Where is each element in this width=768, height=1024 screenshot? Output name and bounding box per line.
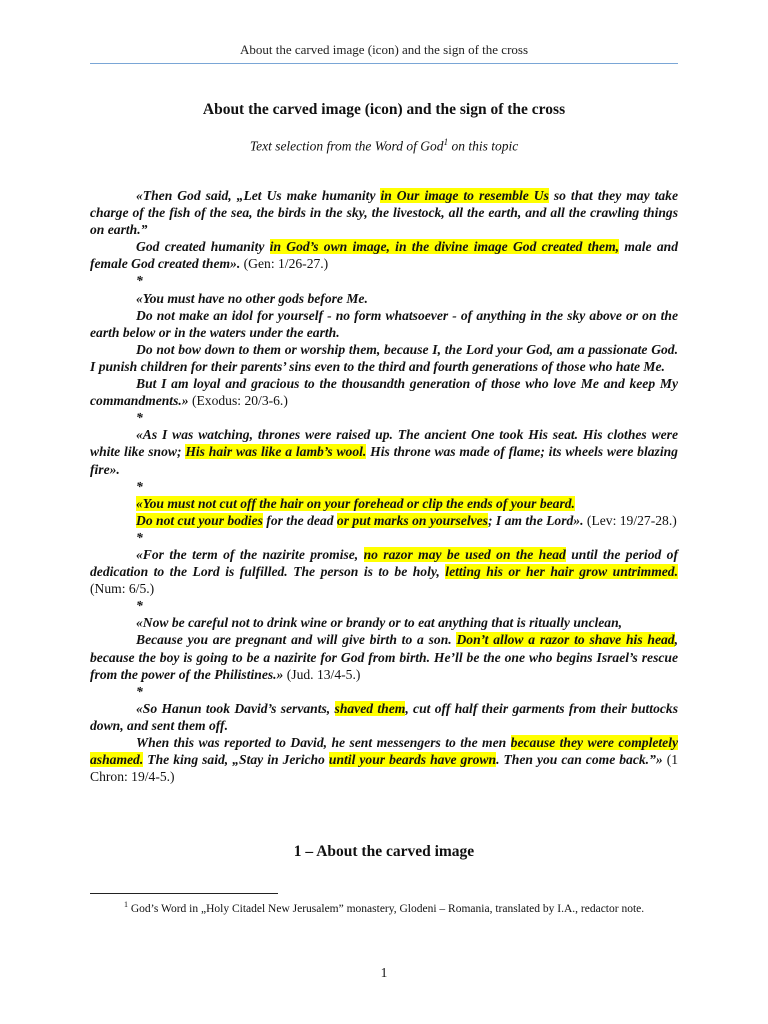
scripture-text: «Now be careful not to drink wine or brandy or to eat anything that is ritually unclean, [136,615,623,631]
section-separator: * [136,410,143,426]
scripture-paragraph [90,375,678,409]
highlighted-text: in Our image to resemble Us [380,188,549,203]
highlighted-text: «You must not cut off the hair on your forehead or clip the ends of your beard. [136,495,575,511]
scripture-text: Do not bow down to them or worship them, because I, the Lord your God, am a passionate God. I punish children for their parents’ sins even to the third and fourth generations of those who hate Me. [90,341,678,374]
scripture-paragraph [90,546,678,597]
scripture-reference: (1 Chron: 19/4-5.) [90,752,679,785]
page-subtitle [90,137,678,155]
scripture-text: God created humanity [136,239,270,255]
scripture-paragraph [90,512,678,529]
highlighted-text: letting his or her hair grow untrimmed. [445,564,679,580]
section-separator: * [136,529,143,545]
scripture-text: «For the term of the nazirite promise, [136,546,364,562]
scripture-text: «As I was watching, thrones were raised up. The ancient One took His seat. His clothes were white like snow; [90,427,678,460]
section-separator: * [136,273,143,289]
scripture-paragraph [90,187,678,238]
scripture-text: , because the boy is going to be a nazirite for God from birth. He’ll be the one who begins Israel’s rescue from the power of the Philistines.» [90,632,678,682]
highlighted-text: or put marks on yourselves [336,512,488,528]
scripture-reference: (Gen: 1/26-27.) [240,256,329,272]
scripture-paragraph [90,614,678,631]
scripture-text: ; I am the Lord». [487,512,584,528]
highlighted-text: shaved them [334,700,406,716]
highlighted-text: His hair was like a lamb’s wool. [185,444,367,460]
scripture-paragraph [90,426,678,477]
scripture-paragraph [90,734,678,785]
scripture-text: , cut off half their garments from their buttocks down, and sent them off. [90,700,679,733]
highlighted-text: Don’t allow a razor to shave his head [456,632,675,648]
scripture-reference: (Lev: 19/27-28.) [583,512,677,528]
subtitle-text: Text selection from the Word of God [249,138,444,154]
running-header: About the carved image (icon) and the sign of the cross [239,42,529,57]
footnote [90,897,678,917]
footnote-text: God’s Word in „Holy Citadel New Jerusalem” monastery, Glodeni – Romania, translated by I.A., redactor note. [128,902,645,915]
scripture-paragraph [90,290,678,307]
section-separator: * [136,683,143,699]
section-separator: * [136,598,143,614]
subtitle-tail: on this topic [448,138,519,154]
scripture-paragraph [90,341,678,375]
scripture-text: until the period of dedication to the Lord is fulfilled. The person is to be holy, [90,546,678,580]
scripture-text: so that they may take charge of the fish of the sea, the birds in the sky, the livestock, all the earth, and all the crawling things on earth.” [90,188,678,238]
scripture-text: His throne was made of flame; its wheels were blazing fire». [90,444,678,477]
scripture-text: «So Hanun took David’s servants, [136,700,335,716]
scripture-body [90,187,678,785]
scripture-text: But I am loyal and gracious to the thousandth generation of those who love Me and keep My commandments.» [90,376,678,409]
scripture-reference: (Jud. 13/4-5.) [283,666,361,682]
scripture-text: The king said, „Stay in Jericho [143,752,329,768]
scripture-text: male and female God created them». [90,239,678,272]
section-heading: 1 – About the carved image [293,843,475,860]
scripture-paragraph [90,700,678,734]
scripture-paragraph [90,238,678,272]
scripture-reference: (Exodus: 20/3-6.) [188,393,288,409]
scripture-paragraph [90,631,678,682]
header-divider [90,63,678,64]
highlighted-text: because they were completely ashamed. [90,735,679,768]
highlighted-text: Do not cut your bodies [136,512,263,528]
highlighted-text: in God’s own image, in the divine image God created them, [269,239,620,255]
scripture-text: Because you are pregnant and will give birth to a son. [136,632,457,648]
scripture-text: «Then God said, „Let Us make humanity [136,188,381,203]
footnote-mark: 1 [124,900,128,909]
footnote-divider [90,893,278,894]
scripture-text: Do not make an idol for yourself - no form whatsoever - of anything in the sky above or on the earth below or in the waters under the earth. [90,307,678,340]
footnote-reference: 1 [443,137,449,147]
page-number: 1 [380,965,388,980]
scripture-paragraph [90,495,678,512]
scripture-reference: (Num: 6/5.) [90,581,155,597]
highlighted-text: no razor may be used on the head [363,546,566,562]
section-separator: * [136,478,143,494]
scripture-text: for the dead [262,512,337,528]
highlighted-text: until your beards have grown [328,752,497,768]
scripture-text: «You must have no other gods before Me. [136,290,368,306]
scripture-text: . Then you can come back.”» [496,752,663,768]
page-title: About the carved image (icon) and the sign of the cross [202,101,566,118]
scripture-text: When this was reported to David, he sent messengers to the men [136,735,511,750]
scripture-paragraph [90,307,678,341]
